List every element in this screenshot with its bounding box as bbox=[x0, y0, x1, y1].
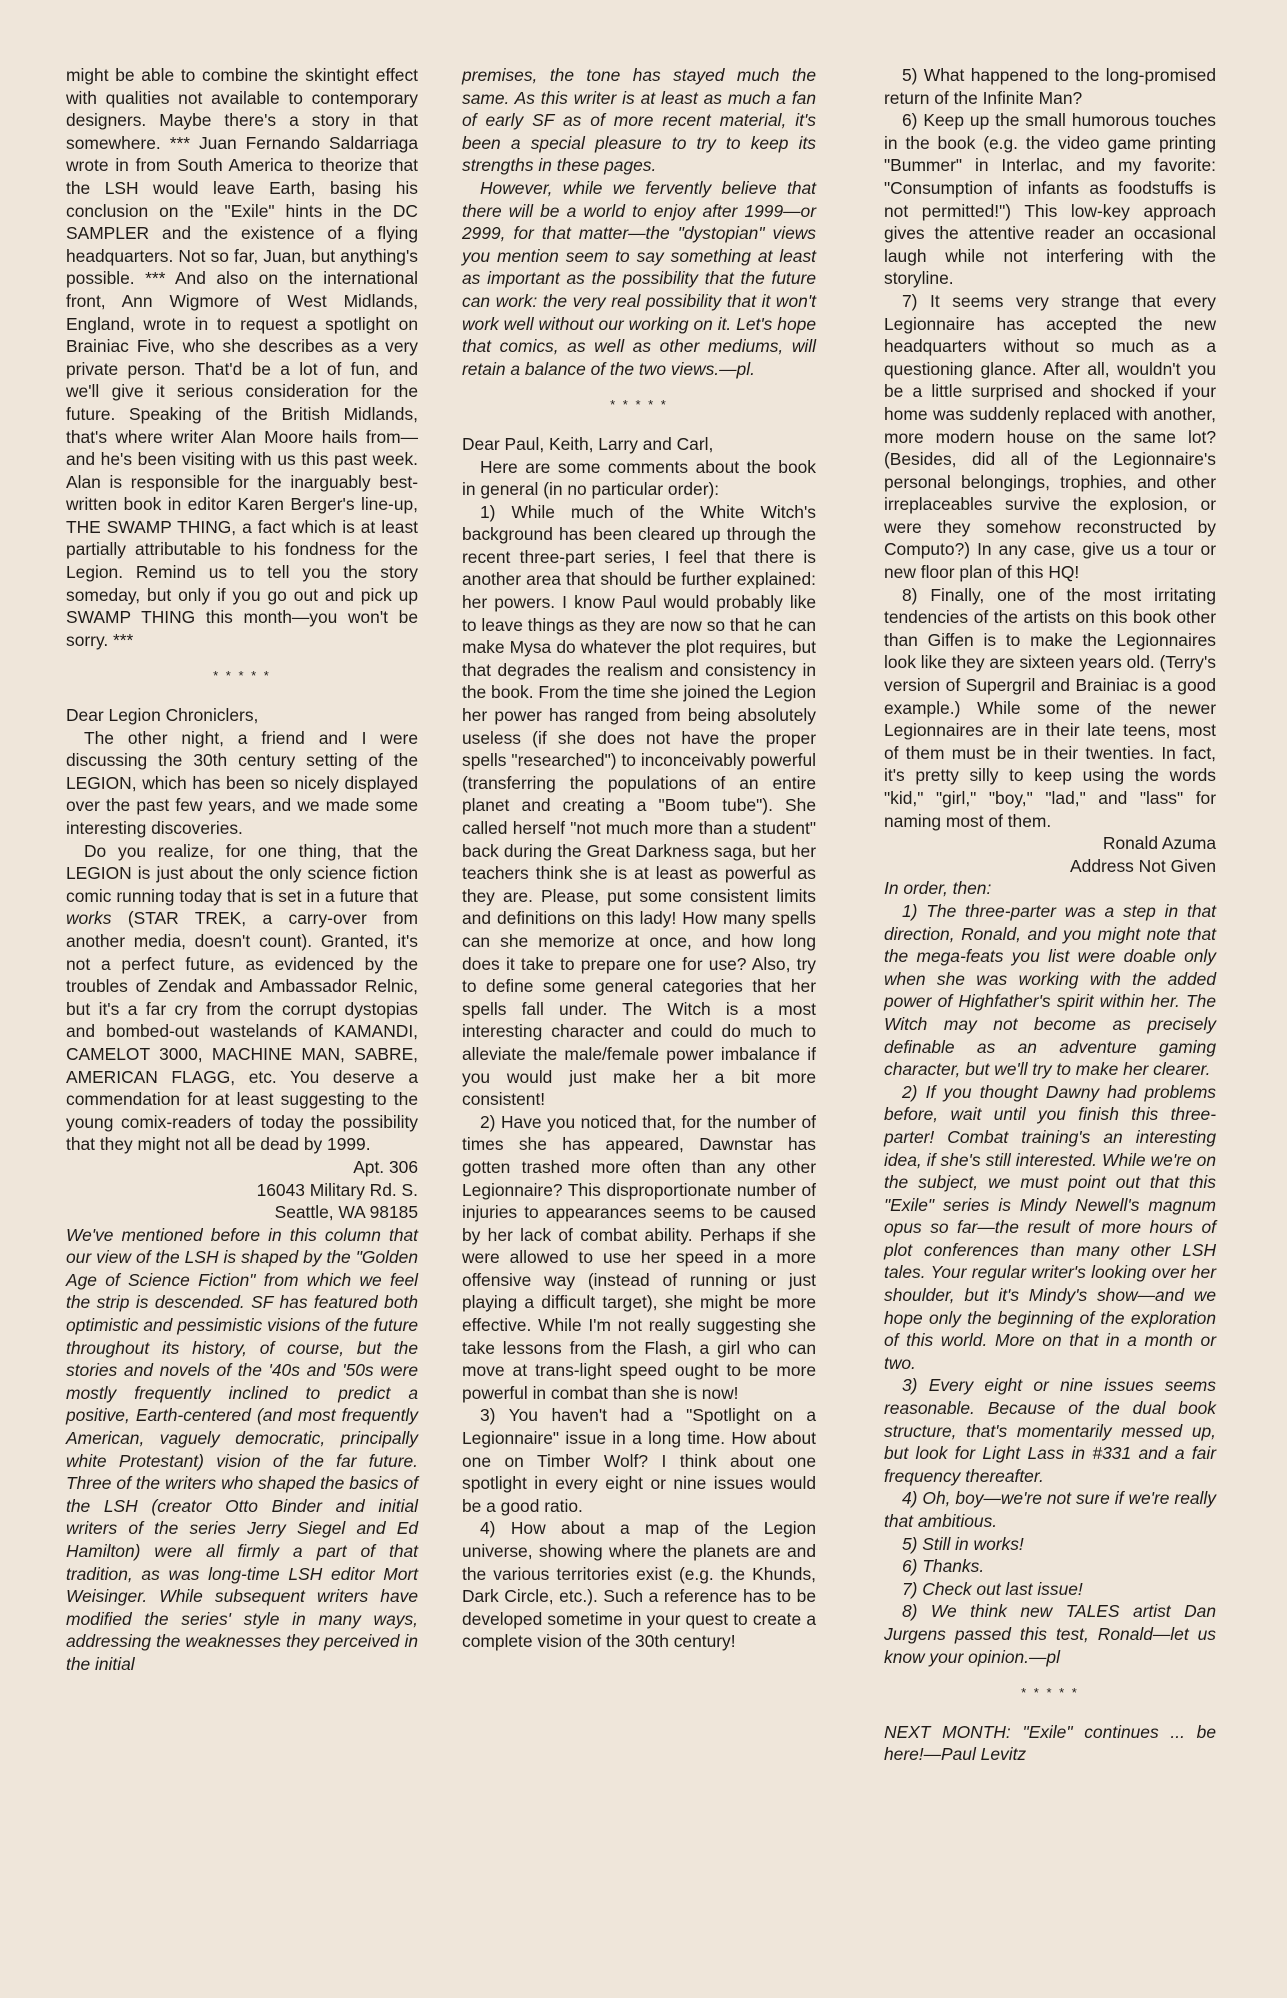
column-middle bbox=[462, 64, 816, 1653]
letter-address-line: Seattle, WA 98185 bbox=[274, 1202, 418, 1223]
letter-paragraph: 8) Finally, one of the most irritating tendencies of the artists on this book other than Giffen is to make the Legionnaires look like they are sixteen years old. (Terry's version of Supergril and Brainiac is a good example.) While some of the newer Legionnaires are in their late teens, most of them must be in their twenties. In fact, it's pretty silly to keep using the words "kid," "girl," "boy," "lad," and "lass" for naming most of them. bbox=[884, 584, 1216, 831]
column-left bbox=[66, 64, 418, 1676]
letter-paragraph: Do you realize, for one thing, that the LEGION is just about the only science fiction comic running today that is set in a future that works (STAR TREK, a carry-over from another media, doesn't count). Granted, it's not a perfect future, as evidenced by the troubles of Zendak and Ambassador Relnic, but it's a far cry from the corrupt dystopias and bombed-out wastelands of KAMANDI, CAMELOT 3000, MACHINE MAN, SABRE, AMERICAN FLAGG, etc. You deserve a commendation for at least suggesting to the young comix-readers of today the possibility that they might not all be dead by 1999. bbox=[66, 840, 418, 1155]
editor-reply: 8) We think new TALES artist Dan Jurgens passed this test, Ronald—let us know your opinion.—pl bbox=[884, 1601, 1216, 1667]
section-divider: * * * * * bbox=[213, 668, 271, 684]
letter-paragraph: 1) While much of the White Witch's background has been cleared up through the recent three-part series, I feel that there is another area that should be further explained: her powers. I know Paul would probably like to leave things as they are now so that he can make Mysa do whatever the plot requires, but that degrades the realism and consistency in the book. From the time she joined the Legion her power has ranged from being absolutely useless (if she does not have the proper spells "researched") to inconceivably powerful (transferring the populations of an entire planet and creating a "Boom tube"). She called herself "not much more than a student" back during the Great Darkness saga, but her teachers think she is at least as powerful as they are. Please, put some consistent limits and definitions on this lady! How many spells can she memorize at once, and how long does it take to prepare one for use? Also, try to define some general categories that her spells fall under. The Witch is a most interesting character and could do much to alleviate the male/female power imbalance if you would just make her a bit more consistent! bbox=[462, 501, 816, 1110]
section-divider: * * * * * bbox=[1021, 1685, 1079, 1701]
letter-paragraph: 3) You haven't had a "Spotlight on a Legionnaire" issue in a long time. How about one on Timber Wolf? I think about one spotlight in every eight or nine issues would be a good ratio. bbox=[462, 1405, 816, 1516]
letter-paragraph: 6) Keep up the small humorous touches in the book (e.g. the video game printing "Bummer" in Interlac, and my favorite: "Consumption of infants as foodstuffs is not permitted!") This low-key approach gives the attentive reader an occasional laugh while not interfering with the storyline. bbox=[884, 110, 1216, 289]
letter-paragraph: The other night, a friend and I were discussing the 30th century setting of the LEGION, which has been so nicely displayed over the past few years, and we made some interesting discoveries. bbox=[66, 727, 418, 838]
letter-signature: Ronald Azuma bbox=[1102, 833, 1216, 854]
editor-reply: 4) Oh, boy—we're not sure if we're really that ambitious. bbox=[884, 1488, 1216, 1531]
editor-reply: We've mentioned before in this column that our view of the LSH is shaped by the "Golden Age of Science Fiction" from which we feel the strip is descended. SF has featured both optimistic and pessimistic visions of the future throughout its history, of course, but the stories and novels of the '40s and '50s were mostly frequently inclined to predict a positive, Earth-centered (and most frequently American, vaguely democratic, principally white Protestant) vision of the far future. Three of the writers who shaped the basics of the LSH (creator Otto Binder and initial writers of the series Jerry Siegel and Ed Hamilton) were all firmly a part of that tradition, as was long-time LSH editor Mort Weisinger. While subsequent writers have modified the series' style in many ways, addressing the weaknesses they perceived in the initial bbox=[66, 1224, 418, 1674]
emphasis: works bbox=[66, 908, 112, 929]
letter-address-line: 16043 Military Rd. S. bbox=[256, 1179, 418, 1200]
letter-signature-address: Address Not Given bbox=[1070, 855, 1216, 876]
editor-reply: However, while we fervently believe that there will be a world to enjoy after 1999—or 2999, for that matter—the "dystopian" views you mention seem to say something at least as important as the possibility that the future can work: the very real possibility that it won't work well without our working on it. Let's hope that comics, as well as other mediums, will retain a balance of the two views.—pl. bbox=[462, 177, 816, 379]
letter-paragraph: 7) It seems very strange that every Legionnaire has accepted the new headquarters without so much as a questioning glance. After all, wouldn't you be a little surprised and shocked if your home was suddenly replaced with another, more modern house on the same lot? (Besides, did all of the Legionnaire's personal belongings, trophies, and other irreplaceables survive the explosion, or were they somehow reconstructed by Computo?) In any case, give us a tour or new floor plan of this HQ! bbox=[884, 290, 1216, 583]
letter-paragraph: 2) Have you noticed that, for the number of times she has appeared, Dawnstar has gotten trashed more often than any other Legionnaire? This disproportionate number of injuries to appearances seems to be caused by her lack of combat ability. Perhaps if she were allowed to use her speed in a more offensive way (instead of running or just playing a difficult target), she might be more effective. While I'm not really suggesting she take lessons from the Flash, a girl who can move at trans-light speed ought to be more powerful in combat than she is now! bbox=[462, 1111, 816, 1403]
column-right bbox=[884, 64, 1216, 1766]
editor-reply: 7) Check out last issue! bbox=[902, 1578, 1083, 1599]
next-month-note: NEXT MONTH: "Exile" continues ... be here!—Paul Levitz bbox=[884, 1721, 1216, 1765]
letter-paragraph: 4) How about a map of the Legion universe, showing where the planets are and the various territories exist (e.g. the Khunds, Dark Circle, etc.). Such a reference has to be developed sometime in your quest to create a complete vision of the 30th century! bbox=[462, 1518, 816, 1652]
letter-salutation: Dear Legion Chroniclers, bbox=[66, 705, 259, 726]
editor-reply: 5) Still in works! bbox=[902, 1533, 1024, 1554]
editor-reply: 6) Thanks. bbox=[902, 1556, 985, 1577]
editor-reply-continued: might be able to combine the skintight effect with qualities not available to contemporary designers. Maybe there's a story in that somewhere. *** Juan Fernando Saldarriaga wrote in from South America to theorize that the LSH would leave Earth, basing his conclusion on the "Exile" hints in the DC SAMPLER and the existence of a flying headquarters. Not so far, Juan, but anything's possible. *** And also on the international front, Ann Wigmore of West Midlands, England, wrote in to request a spotlight on Brainiac Five, who she describes as a very private person. That'd be a lot of fun, and we'll give it serious consideration for the future. Speaking of the British Midlands, that's where writer Alan Moore hails from—and he's been visiting with us this past week. Alan is responsible for the inarguably best-written book in editor Karen Berger's line-up, THE SWAMP THING, a fact which is at least partially attributable to his fondness for the Legion. Remind us to tell you the story someday, but only if you go out and pick up SWAMP THING this month—you won't be sorry. *** bbox=[66, 65, 418, 650]
editor-reply: premises, the tone has stayed much the same. As this writer is at least as much a fan of early SF as of more recent material, it's been a special pleasure to try to keep its strengths in these pages. bbox=[462, 65, 816, 176]
letter-address-line: Apt. 306 bbox=[353, 1156, 418, 1177]
letter-salutation: Dear Paul, Keith, Larry and Carl, bbox=[462, 433, 714, 454]
editor-reply: 1) The three-parter was a step in that direction, Ronald, and you might note that the mega-feats you list were doable only when she was working with the added power of Highfather's spirit within her. The Witch may not become as precisely definable as an adventure gaming character, but we'll try to make her clearer. bbox=[884, 900, 1216, 1080]
editor-reply: 2) If you thought Dawny had problems before, wait until you finish this three-parter! Combat training's an interesting idea, if she's still interested. While we're on the subject, we must point out that this "Exile" series is Mindy Newell's magnum opus so far—the result of more hours of plot conferences than many other LSH tales. Your regular writer's looking over her shoulder, but it's Mindy's show—and we hope only the beginning of the exploration of this world. More on that in a month or two. bbox=[884, 1081, 1216, 1373]
editor-reply: 3) Every eight or nine issues seems reasonable. Because of the dual book structure, that's momentarily messed up, but look for Light Lass in #331 and a fair frequency thereafter. bbox=[884, 1375, 1216, 1486]
editor-reply: In order, then: bbox=[884, 878, 992, 899]
section-divider: * * * * * bbox=[610, 397, 668, 413]
letter-paragraph: 5) What happened to the long-promised return of the Infinite Man? bbox=[884, 65, 1216, 108]
letter-paragraph: Here are some comments about the book in general (in no particular order): bbox=[462, 456, 816, 500]
